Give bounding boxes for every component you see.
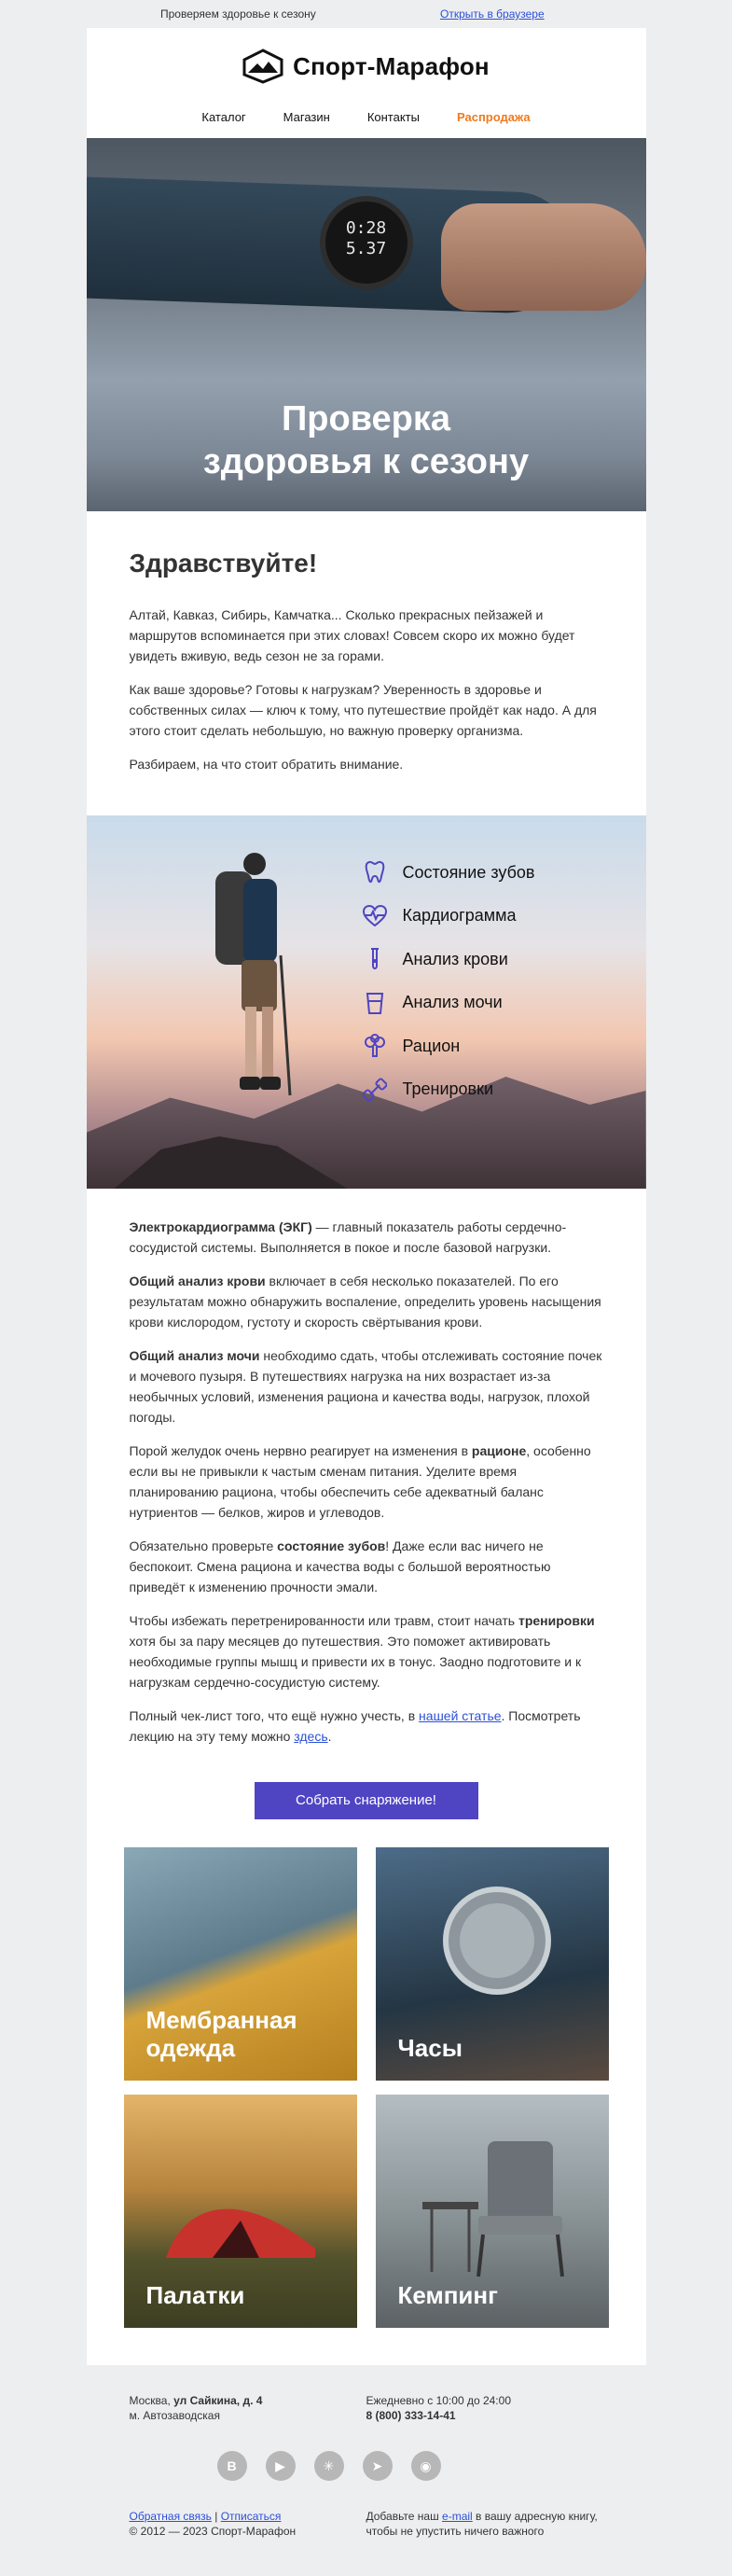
main-nav	[87, 95, 646, 138]
youtube-icon[interactable]: ▶	[266, 2451, 296, 2481]
greeting-paragraph: Разбираем, на что стоит обратить внимание.	[129, 757, 404, 772]
checklist-items	[362, 851, 535, 1111]
category-label	[146, 2281, 245, 2309]
preheader	[0, 0, 732, 28]
bold-term: Общий анализ мочи	[129, 1348, 260, 1363]
checklist-banner	[87, 815, 646, 1189]
category-label-line: Часы	[397, 2034, 463, 2062]
phone-number[interactable]: 8 (800) 333-14-41	[366, 2409, 456, 2422]
paragraph-text: включает в себя несколько показателей. По его результатам можно обнаружить воспаление, определить уровень насыщения крови кислородом, густоту и скорость свёртывания крови.	[129, 1274, 601, 1330]
footer-links	[130, 2509, 366, 2539]
footer-address	[130, 2393, 366, 2423]
paragraph-text: Порой желудок очень нервно реагирует на изменения в	[129, 1443, 472, 1458]
greeting-heading: Здравствуйте!	[129, 549, 318, 578]
paragraph-text: необходимо сдать, чтобы отслеживать состояние почек и мочевого пузыря. В путешествиях нагрузка на них возрастает из-за необычных условий, изменения рациона и качества воды, нагрузок, плохой погоды.	[129, 1348, 602, 1425]
footer-bottom	[130, 2509, 603, 2539]
feedback-link[interactable]: Обратная связь	[129, 2510, 212, 2523]
article-paragraph	[130, 1536, 603, 1597]
paragraph-text: ! Даже если вас ничего не беспокоит. Смена рациона и качества воды с большой вероятностью приведёт к изменению прочности эмали.	[129, 1539, 551, 1594]
greeting-section	[87, 511, 646, 815]
test-tube-icon	[362, 946, 388, 972]
preheader-text: Проверяем здоровье к сезону	[160, 7, 316, 21]
hiker-figure	[197, 843, 299, 1123]
footer-hours	[366, 2393, 603, 2423]
tent-icon	[157, 2183, 325, 2267]
checklist-item	[362, 1024, 535, 1068]
nav-item-shop[interactable]: Магазин	[283, 109, 330, 124]
category-card-tents[interactable]	[124, 2095, 357, 2328]
address-city: Москва,	[129, 2394, 174, 2407]
logo-text: Спорт-Марафон	[293, 51, 490, 80]
greeting-paragraph: Алтай, Кавказ, Сибирь, Камчатка... Сколько прекрасных пейзажей и маршрутов вспоминается при этих словах! Совсем скоро их можно будет увидеть вживую, ведь сезон не за горами.	[129, 607, 575, 663]
lecture-link[interactable]: здесь	[294, 1729, 328, 1744]
checklist-item-label: Состояние зубов	[402, 862, 535, 882]
unsubscribe-link[interactable]: Отписаться	[220, 2510, 282, 2523]
nav-item-sale[interactable]: Распродажа	[456, 109, 531, 124]
tooth-icon	[362, 859, 388, 885]
article-body	[87, 1189, 646, 1778]
paragraph-text: . Посмотреть лекцию на эту тему можно	[129, 1708, 581, 1744]
dumbbell-icon	[362, 1077, 388, 1103]
article-paragraph	[130, 1271, 603, 1332]
vk-icon[interactable]: В	[217, 2451, 247, 2481]
camping-chair-icon	[413, 2113, 581, 2281]
opening-hours: Ежедневно с 10:00 до 24:00	[366, 2394, 511, 2407]
checklist-item	[362, 938, 535, 982]
email-link[interactable]: e-mail	[442, 2510, 473, 2523]
checklist-item	[362, 895, 535, 939]
watch-icon	[320, 196, 413, 289]
paragraph-text: , особенно если вы не привыкли к частым сменам питания. Уделите время планированию рациона, чтобы обеспечить себе адекватный баланс нутриентов — белков, жиров и углеводов.	[129, 1443, 591, 1520]
collect-gear-button[interactable]: Собрать снаряжение!	[255, 1782, 478, 1819]
checklist-item-label: Анализ крови	[402, 949, 508, 968]
category-label-line: одежда	[145, 2034, 236, 2062]
article-paragraph	[130, 1217, 603, 1258]
hero-banner[interactable]	[87, 138, 646, 511]
category-label-line: Мембранная	[145, 2006, 297, 2034]
ok-icon[interactable]: ◉	[411, 2451, 441, 2481]
add-email-text: Добавьте наш	[366, 2510, 443, 2523]
cup-icon	[362, 990, 388, 1016]
email-container	[87, 28, 646, 2365]
checklist-item-label: Кардиограмма	[402, 906, 517, 926]
paragraph-text: Полный чек-лист того, что ещё нужно учесть, в	[129, 1708, 420, 1723]
category-label	[398, 2281, 498, 2309]
hero-title-line1: Проверка	[281, 399, 451, 439]
address-street: ул Сайкина, д. 4	[173, 2394, 263, 2407]
nav-item-contacts[interactable]: Контакты	[366, 109, 420, 124]
checklist-item-label: Анализ мочи	[402, 993, 503, 1012]
hero-title	[87, 397, 646, 483]
checklist-item-label: Тренировки	[402, 1079, 494, 1099]
bold-term: тренировки	[518, 1613, 595, 1628]
greeting-paragraph: Как ваше здоровье? Готовы к нагрузкам? Уверенность в здоровье и собственных силах — ключ к тому, что путешествие пройдёт как надо. А для этого стоит сделать небольшую, но важную проверку организма.	[129, 682, 597, 738]
category-label-line: Кемпинг	[397, 2281, 498, 2309]
article-paragraph	[130, 1441, 603, 1523]
article-paragraph	[130, 1706, 603, 1747]
zen-icon[interactable]: ✳	[314, 2451, 344, 2481]
category-label-line: Палатки	[145, 2281, 245, 2309]
copyright: © 2012 — 2023 Спорт-Марафон	[129, 2525, 297, 2538]
checklist-item	[362, 982, 535, 1025]
paragraph-text: Обязательно проверьте	[129, 1539, 278, 1553]
checklist-item	[362, 1068, 535, 1112]
link-separator: |	[211, 2510, 221, 2523]
footer-add-email	[366, 2509, 603, 2539]
article-paragraph	[130, 1345, 603, 1427]
category-label	[398, 2034, 463, 2062]
hero-title-line2: здоровья к сезону	[202, 442, 530, 481]
bold-term: Общий анализ крови	[129, 1274, 266, 1288]
social-links	[130, 2451, 603, 2481]
add-email-text: в вашу адресную книгу, чтобы не упустить ничего важного	[366, 2510, 598, 2538]
category-grid	[87, 1847, 646, 2365]
paragraph-text: — главный показатель работы сердечно-сосудистой системы. Выполняется в покое и после базовой нагрузки.	[129, 1219, 567, 1255]
logo[interactable]	[87, 28, 646, 95]
category-card-camping[interactable]	[376, 2095, 609, 2328]
mountain-logo-icon	[242, 49, 283, 84]
bold-term: состояние зубов	[277, 1539, 386, 1553]
bold-term: рационе	[471, 1443, 527, 1458]
checklist-item-label: Рацион	[402, 1036, 461, 1055]
broccoli-icon	[362, 1033, 388, 1059]
checklist-item	[362, 851, 535, 895]
hero-hand	[441, 203, 646, 311]
article-paragraph	[130, 1610, 603, 1692]
footer-contacts	[130, 2393, 603, 2423]
watch-value: 5.37	[345, 239, 387, 258]
telegram-icon[interactable]: ➤	[363, 2451, 393, 2481]
footer	[87, 2365, 646, 2576]
nav-item-catalog[interactable]: Каталог	[201, 109, 246, 124]
category-label	[146, 2006, 297, 2062]
bold-term: Электрокардиограмма (ЭКГ)	[129, 1219, 312, 1234]
paragraph-text: Чтобы избежать перетренированности или травм, стоит начать	[129, 1613, 518, 1628]
article-link[interactable]: нашей статье	[419, 1708, 502, 1723]
category-card-clothing[interactable]	[124, 1847, 357, 2081]
paragraph-text: .	[327, 1729, 332, 1744]
watch-time: 0:28	[345, 218, 387, 238]
watch-product-icon	[432, 1875, 562, 2006]
heart-pulse-icon	[362, 903, 388, 929]
open-in-browser-link[interactable]: Открыть в браузере	[440, 7, 545, 21]
cta-wrapper	[87, 1778, 646, 1847]
category-card-watches[interactable]	[376, 1847, 609, 2081]
address-metro: м. Автозаводская	[129, 2409, 220, 2422]
paragraph-text: хотя бы за пару месяцев до путешествия. Это поможет активировать необходимые группы мышц и привести их в тонус. Заодно подготовите и к нагрузкам сердечно-сосудистую систему.	[129, 1634, 582, 1690]
